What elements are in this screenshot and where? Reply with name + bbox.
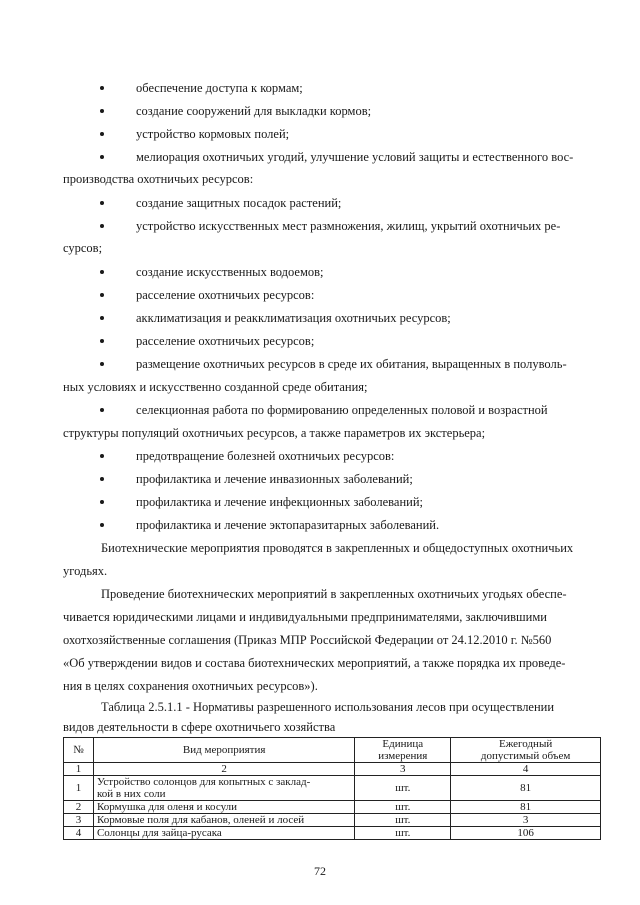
paragraph-line: чивается юридическими лицами и индивидуальными предпринимателями, заключившими	[63, 610, 547, 624]
table-cell: 3	[451, 814, 601, 827]
bullet-icon	[100, 132, 104, 136]
table-cell: шт.	[355, 827, 451, 840]
table-column-numbers-row	[64, 763, 601, 776]
table-cell: шт.	[355, 776, 451, 801]
table-cell: шт.	[355, 801, 451, 814]
table-cell: Кормовые поля для кабанов, оленей и лосей	[93, 814, 354, 827]
table-cell: 2	[93, 763, 354, 776]
table-cell: Солонцы для зайца-русака	[93, 827, 354, 840]
table-cell: 81	[451, 776, 601, 801]
table-header-cell: №	[64, 738, 94, 763]
bullet-icon	[100, 454, 104, 458]
bullet-icon	[100, 201, 104, 205]
paragraph-line: охотхозяйственные соглашения (Приказ МПР Российской Федерации от 24.12.2010 г. №560	[63, 633, 552, 647]
bullet-icon	[100, 408, 104, 412]
table-cell: 1	[64, 776, 94, 801]
table-cell: 81	[451, 801, 601, 814]
table-cell: 2	[64, 801, 94, 814]
page-number: 72	[314, 864, 326, 878]
bullet-icon	[100, 316, 104, 320]
table-cell: 4	[64, 827, 94, 840]
table-row	[64, 801, 601, 814]
table-cell: Кормушка для оленя и косули	[93, 801, 354, 814]
bullet-icon	[100, 109, 104, 113]
bullet-icon	[100, 500, 104, 504]
bullet-icon	[100, 362, 104, 366]
table-cell: 4	[451, 763, 601, 776]
paragraph-line: Проведение биотехнических мероприятий в закрепленных охотничьих угодьях обеспе-	[101, 587, 567, 601]
bullet-icon	[100, 224, 104, 228]
table-cell: 3	[355, 763, 451, 776]
list-item-continuation: структуры популяций охотничьих ресурсов, а также параметров их экстерьера;	[63, 426, 486, 440]
bullet-icon	[100, 477, 104, 481]
table-cell: 1	[64, 763, 94, 776]
table-cell: шт.	[355, 814, 451, 827]
bullet-icon	[100, 523, 104, 527]
table-caption: Таблица 2.5.1.1 - Нормативы разрешенного использования лесов при осуществлении	[101, 700, 555, 714]
norms-table	[63, 737, 601, 840]
table-header-cell: Ежегодный допустимый объем	[451, 738, 601, 763]
bullet-icon	[100, 155, 104, 159]
table-header-cell: Вид мероприятия	[93, 738, 354, 763]
table-row	[64, 814, 601, 827]
paragraph-line: ния в целях сохранения охотничьих ресурсов»).	[63, 679, 318, 693]
bullet-icon	[100, 293, 104, 297]
table-caption: видов деятельности в сфере охотничьего хозяйства	[63, 720, 336, 734]
table-cell: 3	[64, 814, 94, 827]
list-item-continuation: сурсов;	[63, 241, 103, 255]
bullet-icon	[100, 86, 104, 90]
paragraph-line: угодьях.	[63, 564, 108, 578]
table-cell: Устройство солонцов для копытных с заклад- кой в них соли	[93, 776, 354, 801]
table-header-row	[64, 738, 601, 763]
paragraph-line: Биотехнические мероприятия проводятся в закрепленных и общедоступных охотничьих	[101, 541, 574, 555]
paragraph-line: «Об утверждении видов и состава биотехнических мероприятий, а также порядка их проведе-	[63, 656, 566, 670]
table-row	[64, 827, 601, 840]
list-item-continuation: производства охотничьих ресурсов:	[63, 172, 254, 186]
table-header-cell: Единица измерения	[355, 738, 451, 763]
document-page: обеспечение доступа к кормам; создание сооружений для выкладки кормов; устройство кормовых полей; мелиорация охотничьих угодий, улучшение условий защиты и естественного вос- производства охотничьих ресурсов: создание защитных посадок растений; устройство искусственных мест размножения, жилищ, укрытий охотничьих ре- сурсов; создание искусственных водоемов; расселение охотничьих ресурсов: акклиматизация и реакклиматизация охотничьих ресурсов; расселение охотничьих ресурсов; размещение охотничьих ресурсов в среде их обитания, выращенных в полуволь- ных условиях и искусственно созданной среде обитания; селекционная работа по формированию определенных половой и возрастной структуры популяций охотничьих ресурсов, а также параметров их экстерьера; предотвращение болезней охотничьих ресурсов: профилактика и лечение инвазионных заболеваний; профилактика и лечение инфекционных заболеваний; профилактика и лечение эктопаразитарных заболеваний. Биотехнические мероприятия проводятся в закрепленных и общедоступных охотничьих угодьях. Проведение биотехнических мероприятий в закрепленных охотничьих угодьях обеспе- чивается юридическими лицами и индивидуальными предпринимателями, заключившими охотхозяйственные соглашения (Приказ МПР Российской Федерации от 24.12.2010 г. №560 «Об утверждении видов и состава биотехнических мероприятий, а также порядка их проведе- ния в целях сохранения охотничьих ресурсов»). Таблица 2.5.1.1 - Нормативы разрешенного использования лесов при осуществлении видов деятельности в сфере охотничьего хозяйства № Вид мероприятия Единица измерения Ежегодный допустимый объем 1 2 3 4 1 Устройство солонцов для копытных с заклад- кой в них соли шт. 81 2 Кормушка для оленя и косули шт. 81 3 Кормовые поля для кабанов, оленей и лосей шт. 3 4 Солонцы для зайца-русака шт. 106 72	[0, 0, 640, 905]
table-row	[64, 776, 601, 801]
bullet-icon	[100, 270, 104, 274]
table-cell: 106	[451, 827, 601, 840]
bullet-icon	[100, 339, 104, 343]
list-item-continuation: ных условиях и искусственно созданной среде обитания;	[63, 380, 368, 394]
